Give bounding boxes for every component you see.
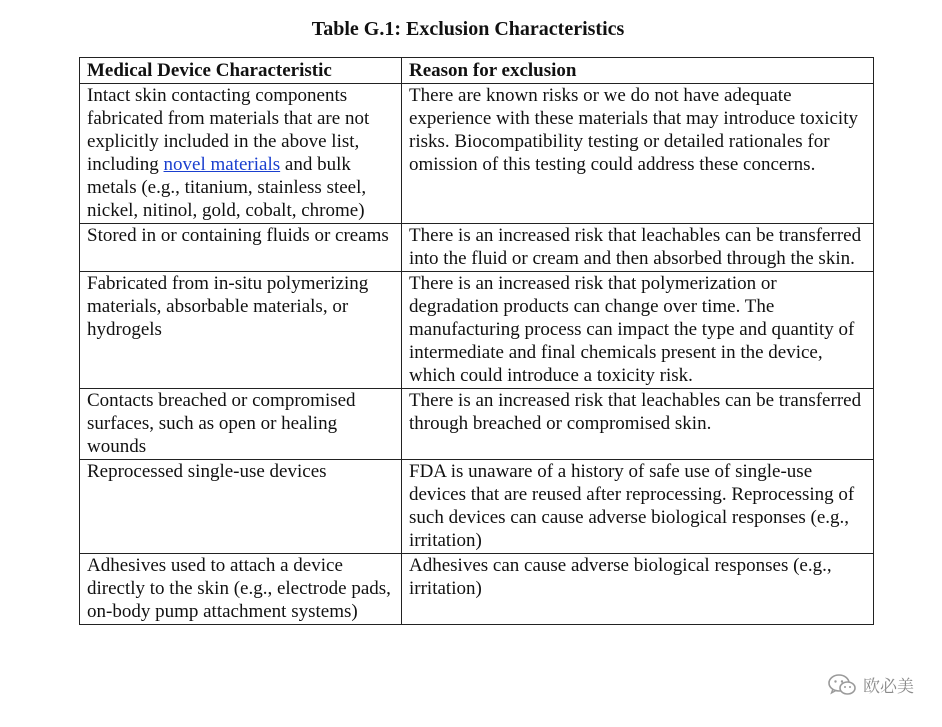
reason-cell: There is an increased risk that leachables can be transferred into the fluid or cream and then absorbed through the skin. (402, 224, 874, 272)
table-row (80, 389, 874, 460)
table-header-row (80, 58, 874, 84)
table-row (80, 84, 874, 224)
table-row (80, 554, 874, 625)
wechat-icon (827, 673, 857, 697)
table-row (80, 272, 874, 389)
characteristic-cell: Adhesives used to attach a device directly to the skin (e.g., electrode pads, on-body pump attachment systems) (80, 554, 402, 625)
watermark (827, 672, 914, 697)
characteristic-cell: Reprocessed single-use devices (80, 460, 402, 554)
table-row (80, 224, 874, 272)
watermark-text: 欧必美 (863, 677, 914, 697)
reason-cell: There is an increased risk that polymerization or degradation products can change over time. The manufacturing process can impact the type and quantity of intermediate and final chemicals present in the device, which could introduce a toxicity risk. (402, 272, 874, 389)
header-characteristic: Medical Device Characteristic (80, 58, 402, 84)
characteristic-cell: Contacts breached or compromised surfaces, such as open or healing wounds (80, 389, 402, 460)
characteristic-cell: Stored in or containing fluids or creams (80, 224, 402, 272)
novel-materials-link[interactable]: novel materials (163, 154, 281, 175)
header-reason: Reason for exclusion (402, 58, 874, 84)
reason-cell: There is an increased risk that leachables can be transferred through breached or compromised skin. (402, 389, 874, 460)
table-title: Table G.1: Exclusion Characteristics (311, 18, 625, 40)
exclusion-table (79, 57, 874, 625)
characteristic-cell: Fabricated from in-situ polymerizing materials, absorbable materials, or hydrogels (80, 272, 402, 389)
reason-cell: FDA is unaware of a history of safe use of single-use devices that are reused after reprocessing. Reprocessing of such devices can cause adverse biological responses (e.g., irritation) (402, 460, 874, 554)
characteristic-cell: Intact skin contacting components fabricated from materials that are not explicitly included in the above list, including novel materials and bulk metals (e.g., titanium, stainless steel, nickel, nitinol, gold, cobalt, chrome) (80, 84, 402, 224)
reason-cell: There are known risks or we do not have adequate experience with these materials that may introduce toxicity risks. Biocompatibility testing or detailed rationales for omission of this testing could address these concerns. (402, 84, 874, 224)
reason-cell: Adhesives can cause adverse biological responses (e.g., irritation) (402, 554, 874, 625)
table-row (80, 460, 874, 554)
